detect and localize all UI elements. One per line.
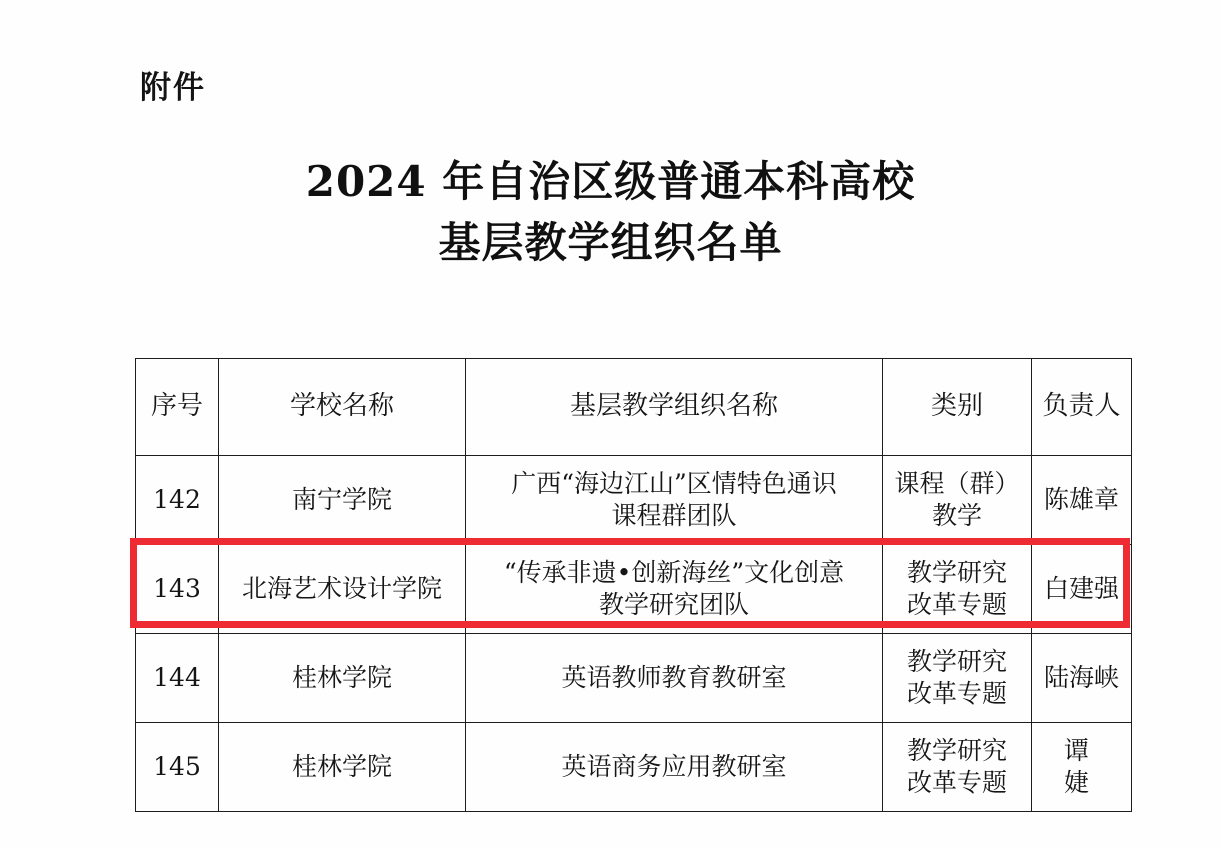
page-title-line-2: 基层教学组织名单 (438, 217, 783, 267)
cell-school: 北海艺术设计学院 (219, 545, 466, 634)
cell-type (883, 456, 1032, 545)
cell-leader: 陈雄章 (1032, 456, 1132, 545)
column-header-type: 类别 (883, 359, 1032, 456)
cell-no: 142 (136, 456, 219, 545)
table-row (136, 456, 1132, 545)
page-title-line-1: 2024 年自治区级普通本科高校 (305, 157, 916, 206)
cell-leader: 白建强 (1032, 545, 1132, 634)
cell-school: 南宁学院 (219, 456, 466, 545)
cell-school: 桂林学院 (219, 634, 466, 723)
cell-type (883, 545, 1032, 634)
column-header-school: 学校名称 (219, 359, 466, 456)
page-bottom-edge (0, 849, 1221, 861)
cell-type-line-2: 改革专题 (906, 590, 1007, 619)
cell-type (883, 634, 1032, 723)
column-header-org: 基层教学组织名称 (466, 359, 883, 456)
cell-org: 英语商务应用教研室 (466, 723, 883, 812)
cell-org (466, 545, 883, 634)
cell-no: 144 (136, 634, 219, 723)
cell-type-line-2: 改革专题 (906, 679, 1007, 708)
cell-type-line-1: 课程（群） (894, 468, 1020, 498)
cell-type-line-1: 教学研究 (906, 646, 1007, 676)
cell-org-line-1: 广西“海边江山”区情特色通识 (511, 468, 837, 498)
table-row (136, 723, 1132, 812)
cell-leader: 谭 婕 (1032, 723, 1132, 812)
attachment-label: 附件 (140, 70, 206, 106)
cell-org-line-2: 课程群团队 (611, 501, 737, 530)
cell-no: 143 (136, 545, 219, 634)
cell-type-line-1: 教学研究 (906, 735, 1007, 765)
cell-type-line-2: 教学 (931, 501, 982, 530)
table-row (136, 634, 1132, 723)
page-title (0, 152, 1221, 274)
column-header-no: 序号 (136, 359, 219, 456)
cell-org (466, 456, 883, 545)
cell-org-line-2: 教学研究团队 (598, 590, 749, 619)
cell-leader: 陆海峡 (1032, 634, 1132, 723)
table-header-row (136, 359, 1132, 456)
cell-type-line-2: 改革专题 (906, 768, 1007, 797)
cell-org: 英语教师教育教研室 (466, 634, 883, 723)
cell-school: 桂林学院 (219, 723, 466, 812)
cell-org-line-1: “传承非遗•创新海丝”文化创意 (503, 557, 845, 587)
cell-no: 145 (136, 723, 219, 812)
organization-listing-table (135, 358, 1135, 812)
column-header-leader: 负责人 (1032, 359, 1132, 456)
table-row (136, 545, 1132, 634)
cell-type-line-1: 教学研究 (906, 557, 1007, 587)
cell-type (883, 723, 1032, 812)
